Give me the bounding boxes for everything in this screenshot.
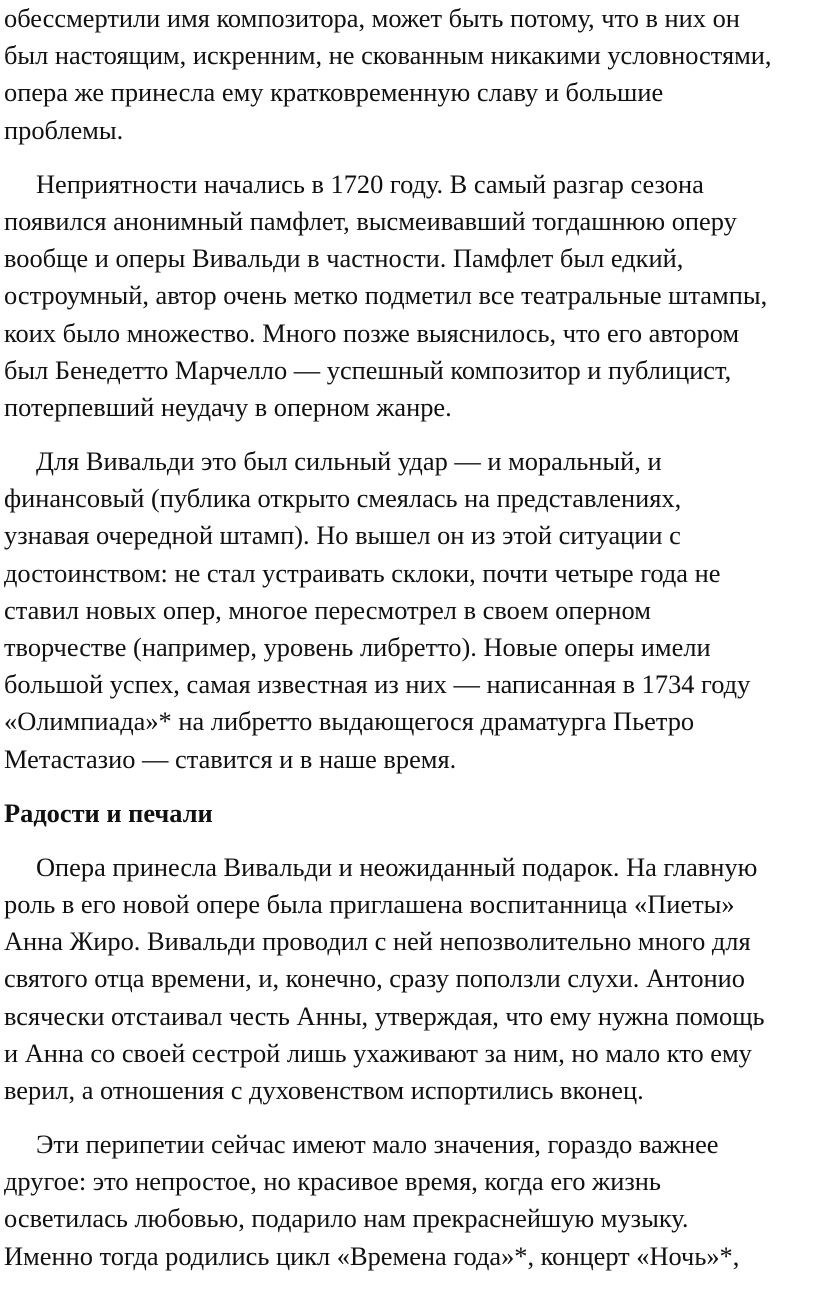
text-line: другое: это непростое, но красивое время, когда его жизнь	[4, 1166, 661, 1197]
text-line: «Олимпиада»* на либретто выдающегося драматурга Пьетро	[4, 706, 695, 737]
text-line: достоинством: не стал устраивать склоки, почти четыре года не	[4, 557, 721, 588]
text-line: опера же принесла ему кратковременную славу и большие	[4, 77, 664, 108]
text-line: финансовый (публика открыто смеялась на представлениях,	[4, 483, 682, 514]
text-line: Для Вивальди это был сильный удар — и моральный, и	[36, 446, 662, 477]
paragraph-4	[4, 849, 812, 1109]
text-line: Опера принесла Вивальди и неожиданный подарок. На главную	[36, 851, 758, 882]
text-line: остроумный, автор очень метко подметил все театральные штампы,	[4, 280, 768, 311]
text-line: Анна Жиро. Вивальди проводил с ней непозволительно много для	[4, 926, 751, 957]
text-line: был Бенедетто Марчелло — успешный композитор и публицист,	[4, 354, 732, 385]
text-line: потерпевший неудачу в оперном жанре.	[4, 391, 452, 422]
text-line: вообще и оперы Вивальди в частности. Памфлет был едкий,	[4, 243, 684, 274]
text-line: появился анонимный памфлет, высмеивавший тогдашнюю оперу	[4, 205, 737, 236]
text-line: Именно тогда родились цикл «Времена года»*, концерт «Ночь»*,	[4, 1240, 740, 1271]
text-line: роль в его новой опере была приглашена воспитанница «Пиеты»	[4, 888, 735, 919]
text-line: Эти перипетии сейчас имеют мало значения, гораздо важнее	[36, 1129, 719, 1160]
text-line: творчестве (например, уровень либретто). Новые оперы имели	[4, 632, 711, 662]
document-page	[4, 0, 812, 1292]
text-line: Неприятности начались в 1720 году. В самый разгар сезона	[36, 168, 704, 199]
paragraph-5	[4, 1126, 812, 1275]
paragraph-2	[4, 166, 812, 426]
text-line: верил, а отношения с духовенством испортились вконец.	[4, 1074, 644, 1105]
text-line: обессмертили имя композитора, может быть потому, что в них он	[4, 3, 740, 33]
text-line: всячески отстаивал честь Анны, утверждая, что ему нужна помощь	[4, 1000, 765, 1031]
text-line: святого отца времени, и, конечно, сразу поползли слухи. Антонио	[4, 963, 745, 994]
paragraph-1	[4, 0, 812, 149]
section-heading: Радости и печали	[4, 797, 213, 828]
text-line: узнавая очередной штамп). Но вышел он из этой ситуации с	[4, 520, 681, 551]
text-line: большой успех, самая известная из них — написанная в 1734 году	[4, 669, 751, 700]
text-line: осветилась любовью, подарило нам прекраснейшую музыку.	[4, 1203, 689, 1234]
text-line: и Анна со своей сестрой лишь ухаживают за ним, но мало кто ему	[4, 1037, 752, 1068]
text-line: коих было множество. Много позже выяснилось, что его автором	[4, 317, 740, 348]
paragraph-3	[4, 443, 812, 778]
text-line: проблемы.	[4, 114, 124, 145]
text-line: был настоящим, искренним, не скованным никакими условностями,	[4, 40, 772, 71]
text-line: Метастазио — ставится и в наше время.	[4, 743, 457, 774]
text-line: ставил новых опер, многое пересмотрел в своем оперном	[4, 594, 651, 625]
